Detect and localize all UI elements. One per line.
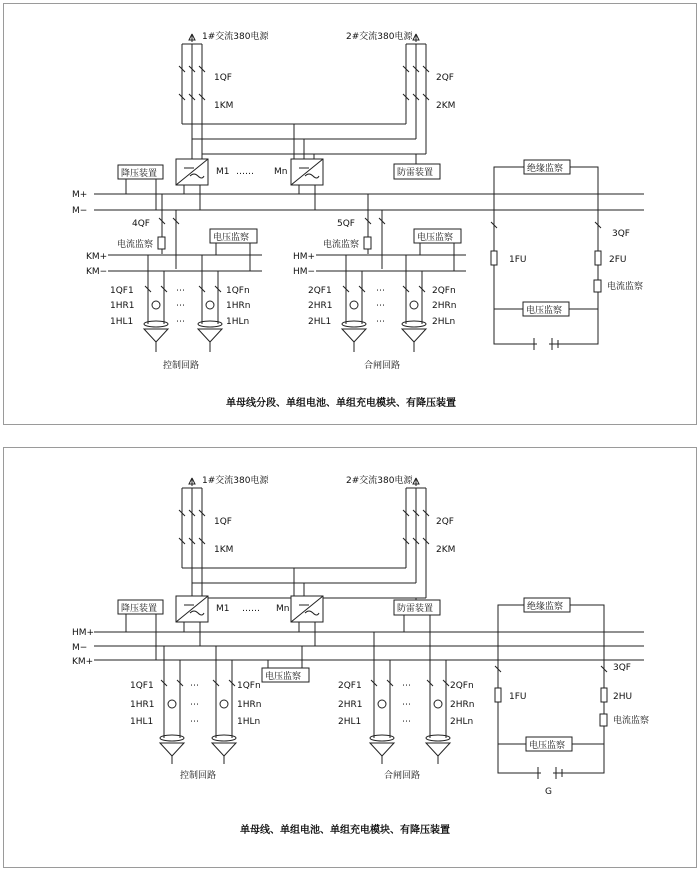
svg-text:⋯: ⋯ [190,681,199,691]
km2-label: 2KM [436,545,456,555]
current-mon-2-label: 电流监察 [323,240,360,250]
bus-km-plus-label: KM+ [86,252,108,262]
svg-text:⋯: ⋯ [402,700,411,710]
voltage-mon-2-label: 电压监察 [417,233,454,243]
label-1hln: 1HLn [226,317,250,327]
fuse-2hu [601,688,607,702]
fuse-1fu [491,251,497,265]
svg-text:⋯: ⋯ [176,301,185,311]
qf2-label: 2QF [436,73,454,83]
svg-text:⋯: ⋯ [376,286,385,296]
closing-loop-label: 合闸回路 [384,771,421,781]
label-1hl1: 1HL1 [130,717,154,727]
indicator-2hrn [410,301,418,309]
label-1qfn: 1QFn [237,681,261,691]
ac-distribution-lines [182,568,426,600]
label-2hr1: 2HR1 [308,301,333,311]
voltage-mon-1-label: 电压监察 [265,672,302,682]
svg-text:⋯: ⋯ [402,717,411,727]
ac-source-2-feeders [403,44,429,154]
lightning-label: 防雷装置 [397,604,434,614]
indicator-1hrn [206,301,214,309]
current-mon-1-label: 电流监察 [117,240,154,250]
bus-m-minus-label: M− [72,206,88,216]
km2-label: 2KM [436,101,456,111]
label-1hr1: 1HR1 [130,700,155,710]
label-2qfn: 2QFn [450,681,474,691]
closing-loop-label: 合闸回路 [364,361,401,371]
label-2hl1: 2HL1 [308,317,332,327]
diagram-panel-single-bus [3,447,697,868]
svg-text:⋯: ⋯ [376,301,385,311]
indicator-1hr1 [152,301,160,309]
control-bus-lines [108,255,262,271]
svg-text:⋯: ⋯ [190,700,199,710]
ac-source-1-label: 1#交流380电源 [202,32,269,42]
qf4-label: 4QF [132,219,150,229]
label-2qfn: 2QFn [432,286,456,296]
current-sensor-2 [364,237,371,249]
svg-text:⋯: ⋯ [402,681,411,691]
bus-hm-plus-label: HM+ [293,252,316,262]
battery-circuit [495,632,607,779]
qf2-label: 2QF [436,517,454,527]
current-sensor-1 [158,237,165,249]
indicator-2hr1 [378,700,386,708]
indicator-2hrn [434,700,442,708]
ac-source-2-label: 2#交流380电源 [346,32,413,42]
diagram-1-caption: 单母线分段、单组电池、单组充电模块、有降压装置 [226,398,456,409]
ac-source-1-label: 1#交流380电源 [202,476,269,486]
battery-g-label: G [545,787,552,797]
closing-loop-branches [370,632,450,764]
label-1qf1: 1QF1 [110,286,134,296]
fuse-1fu [495,688,501,702]
bus-km-plus-label: KM+ [72,657,94,667]
fu1-label: 1FU [509,255,527,265]
label-2hln: 2HLn [432,317,456,327]
ac-source-2-arrow [413,478,419,486]
label-1hln: 1HLn [237,717,261,727]
control-loop-label: 控制回路 [163,361,200,371]
ac-source-2-label: 2#交流380电源 [346,476,413,486]
wiring-diagram-1 [4,4,696,424]
svg-text:⋯: ⋯ [190,717,199,727]
label-2qf1: 2QF1 [338,681,362,691]
ac-source-2-arrow [413,34,419,42]
svg-text:⋯: ⋯ [176,317,185,327]
qf3-label: 3QF [613,663,631,673]
current-mon-label: 电流监察 [613,716,650,726]
qf1-label: 1QF [214,73,232,83]
insulation-label: 绝缘监察 [527,164,564,174]
qf3-label: 3QF [612,229,630,239]
control-loop-label: 控制回路 [180,771,217,781]
module-mn-label: Mn [274,167,288,177]
ac-source-1-arrow [189,34,195,42]
ac-distribution-lines [182,124,426,164]
fu1-label: 1FU [509,692,527,702]
label-1hrn: 1HRn [237,700,262,710]
main-bus-lines [94,632,644,660]
indicator-1hrn [220,700,228,708]
current-mon-3-label: 电流监察 [607,282,644,292]
current-sensor-3 [594,280,601,292]
indicator-1hr1 [168,700,176,708]
svg-text:⋯: ⋯ [176,286,185,296]
label-2hrn: 2HRn [450,700,475,710]
voltage-mon-1-label: 电压监察 [213,233,250,243]
bus-m-minus-label: M− [72,643,88,653]
fu2-label: 2FU [609,255,627,265]
bus-hm-minus-label: HM− [293,267,316,277]
voltage-mon-3-label: 电压监察 [526,306,563,316]
ac-source-1-arrow [189,478,195,486]
bus-km-minus-label: KM− [86,267,108,277]
module-dots: …… [242,604,260,614]
module-mn-label: Mn [276,604,290,614]
diagram-2-caption: 单母线、单组电池、单组充电模块、有降压装置 [240,825,450,836]
lightning-label: 防雷装置 [397,168,434,178]
diagram-panel-segmented-bus [3,3,697,425]
bus-hm-plus-label: HM+ [72,628,95,638]
qf5-label: 5QF [337,219,355,229]
label-2hl1: 2HL1 [338,717,362,727]
ac-source-2-feeders [403,488,429,598]
battery-circuit [491,194,601,350]
qf1-label: 1QF [214,517,232,527]
voltage-mon-2-label: 电压监察 [529,741,566,751]
svg-text:⋯: ⋯ [376,317,385,327]
label-1qfn: 1QFn [226,286,250,296]
closing-bus-lines [316,255,466,271]
label-2hln: 2HLn [450,717,474,727]
label-2hr1: 2HR1 [338,700,363,710]
label-1hr1: 1HR1 [110,301,135,311]
module-m1-label: M1 [216,167,230,177]
step-down-label: 降压装置 [121,604,158,614]
hu2-label: 2HU [613,692,633,702]
km1-label: 1KM [214,545,234,555]
label-1qf1: 1QF1 [130,681,154,691]
km1-label: 1KM [214,101,234,111]
label-1hrn: 1HRn [226,301,251,311]
wiring-diagram-2 [4,448,696,867]
label-1hl1: 1HL1 [110,317,134,327]
label-2hrn: 2HRn [432,301,457,311]
insulation-label: 绝缘监察 [527,602,564,612]
main-bus-lines [94,194,644,210]
fuse-2fu [595,251,601,265]
current-sensor [600,714,607,726]
bus-m-plus-label: M+ [72,190,88,200]
module-dots: …… [236,167,254,177]
module-m1-label: M1 [216,604,230,614]
indicator-2hr1 [350,301,358,309]
label-2qf1: 2QF1 [308,286,332,296]
step-down-label: 降压装置 [121,169,158,179]
